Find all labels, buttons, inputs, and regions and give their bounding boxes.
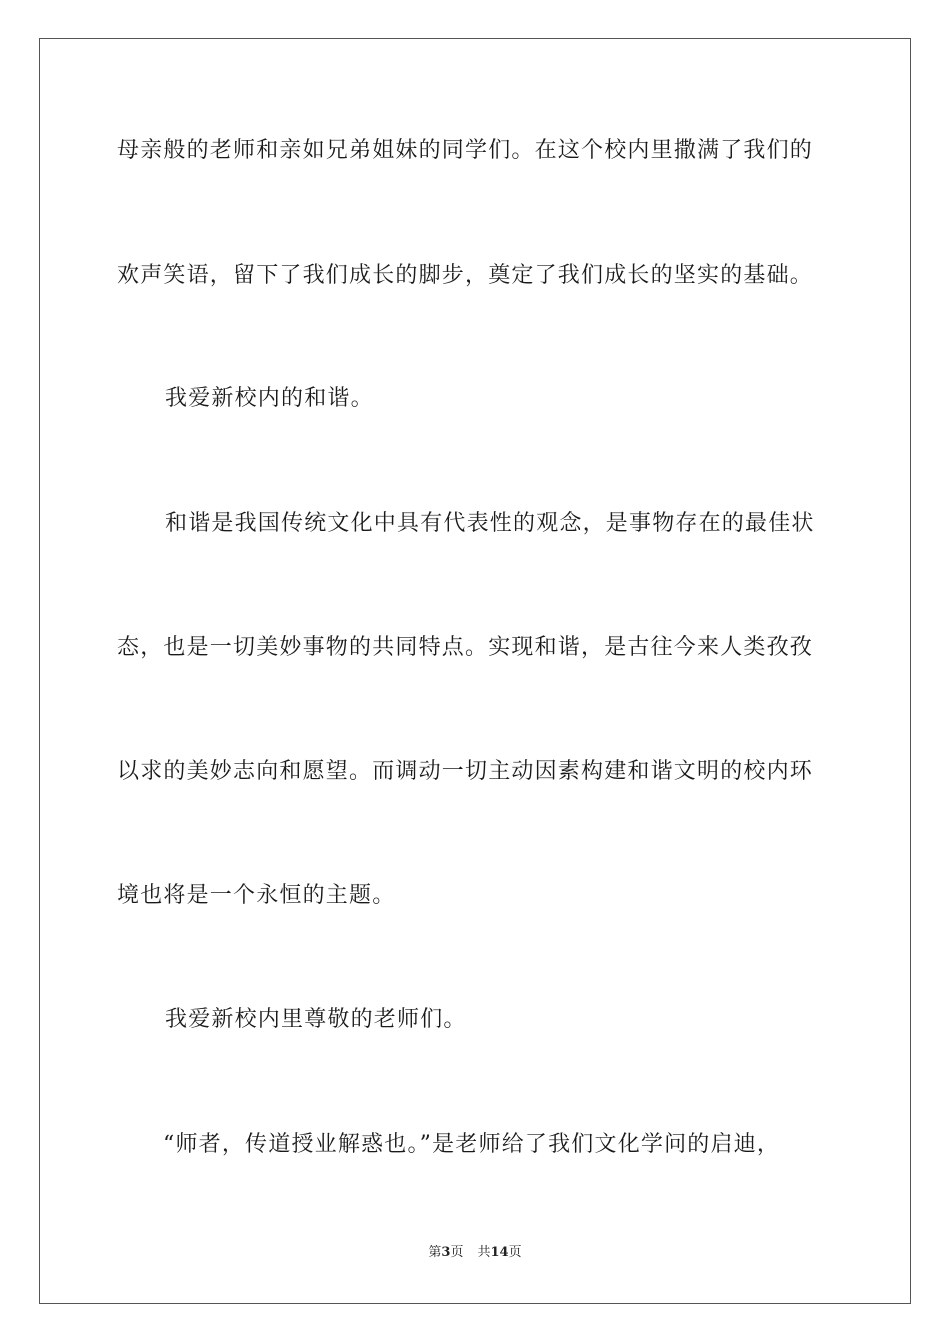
page-label-suffix: 页 (450, 1245, 464, 1260)
total-pages-number: 14 (490, 1245, 509, 1260)
body-line-1: 母亲般的老师和亲如兄弟姐妹的同学们。在这个校内里撒满了我们的 (117, 138, 814, 163)
current-page-number: 3 (441, 1245, 451, 1260)
page-footer (0, 1244, 950, 1262)
body-line-5: 态，也是一切美妙事物的共同特点。实现和谐，是古往今来人类孜孜 (117, 635, 814, 660)
paragraph-heading-harmony: 我爱新校内的和谐。 (165, 386, 374, 411)
total-label-suffix: 页 (508, 1245, 522, 1260)
page-frame (39, 38, 911, 1304)
paragraph-heading-teachers: 我爱新校内里尊敬的老师们。 (165, 1007, 467, 1032)
body-line-2: 欢声笑语，留下了我们成长的脚步，奠定了我们成长的坚实的基础。 (117, 263, 814, 288)
page-label-prefix: 第 (428, 1245, 442, 1260)
body-line-4: 和谐是我国传统文化中具有代表性的观念，是事物存在的最佳状 (165, 511, 815, 536)
total-label-prefix: 共 (477, 1245, 491, 1260)
body-line-7: 境也将是一个永恒的主题。 (117, 883, 396, 908)
body-line-9: “师者，传道授业解惑也。”是老师给了我们文化学问的启迪， (163, 1132, 781, 1157)
body-line-6: 以求的美妙志向和愿望。而调动一切主动因素构建和谐文明的校内环 (117, 759, 814, 784)
